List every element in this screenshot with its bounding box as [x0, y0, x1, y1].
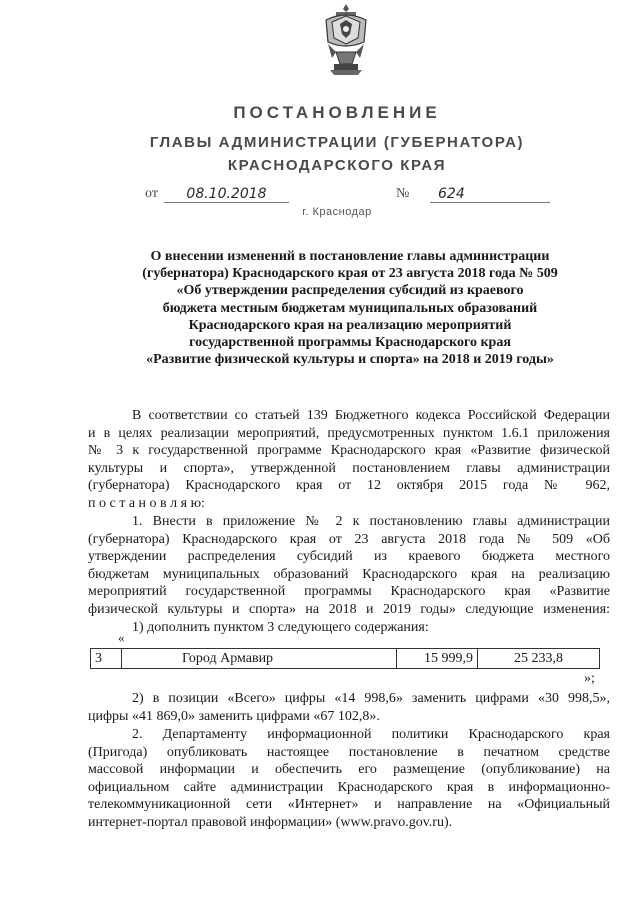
- issuer-heading: ГЛАВЫ АДМИНИСТРАЦИИ (ГУБЕРНАТОРА): [149, 134, 525, 151]
- text-line: № 3 к государственной программе Краснодарского края «Развитие физической: [88, 443, 610, 459]
- city: г. Краснодар: [302, 206, 372, 218]
- text-line: массовой информации и обеспечить его размещение (опубликование) на: [88, 762, 610, 778]
- text-line: 2) в позиции «Всего» цифры «14 998,6» заменить цифрами «30 998,5»,: [132, 691, 610, 706]
- title-line: «Развитие физической культуры и спорта» на 2018 и 2019 годы»: [146, 352, 554, 368]
- table-cell: 3: [91, 649, 122, 669]
- table-cell: 15 999,9: [397, 649, 478, 669]
- document-type-heading: ПОСТАНОВЛЕНИЕ: [233, 103, 441, 122]
- coat-of-arms-icon: [322, 2, 370, 76]
- text-line: телекоммуникационной сети «Интернет» и направление на «Официальный: [88, 797, 610, 813]
- preamble-paragraph: [88, 407, 610, 513]
- clause-1-paragraph: [88, 513, 610, 636]
- text-line: 1. Внести в приложение № 2 к постановлению главы администрации: [132, 514, 610, 529]
- title-line: О внесении изменений в постановление главы администрации: [150, 249, 550, 264]
- text-line: (губернатора) Краснодарского края от 12 октября 2015 года № 962,: [88, 478, 610, 494]
- number-label: №: [396, 186, 410, 201]
- open-quote: «: [118, 630, 125, 645]
- text-line: (губернатора) Краснодарского края от 23 августа 2018 года № 509 «Об: [88, 531, 610, 547]
- text-line: мероприятий государственной программы Краснодарского края «Развитие: [88, 584, 610, 600]
- text-line: 1) дополнить пунктом 3 следующего содержания:: [132, 619, 429, 635]
- region-heading: КРАСНОДАРСКОГО КРАЯ: [227, 157, 447, 174]
- text-line: официальном сайте администрации Краснодарского края в информационно-: [88, 779, 610, 795]
- text-line: 2. Департаменту информационной политики Краснодарского края: [132, 727, 610, 742]
- text-line: п о с т а н о в л я ю:: [88, 495, 205, 511]
- document-title: [110, 248, 590, 368]
- text-line: бюджетам муниципальных образований Краснодарского края на реализацию: [88, 566, 610, 582]
- text-line: интернет-портал правовой информации» (www.pravo.gov.ru).: [88, 814, 453, 830]
- clause-1-2-paragraph: [88, 690, 610, 725]
- title-line: Краснодарского края на реализацию мероприятий: [188, 317, 512, 333]
- text-line: культуры и спорта», утвержденной постановлением главы администрации: [88, 460, 610, 476]
- document-date: 08.10.2018: [164, 186, 289, 203]
- text-line: и в целях реализации мероприятий, предусмотренных пунктом 1.6.1 приложения: [88, 425, 610, 441]
- text-line: (Пригода) опубликовать настоящее постановление в печатном средстве: [88, 744, 610, 760]
- text-line: В соответствии со статьей 139 Бюджетного кодекса Российской Федерации: [132, 408, 610, 423]
- insert-table: [90, 648, 600, 669]
- title-line: (губернатора) Краснодарского края от 23 августа 2018 года № 509: [142, 266, 558, 282]
- clause-2-paragraph: [88, 726, 610, 832]
- text-line: цифры «41 869,0» заменить цифрами «67 102,8».: [88, 708, 380, 724]
- table-cell: Город Армавир: [122, 649, 397, 669]
- text-line: физической культуры и спорта» на 2018 и 2019 годы» следующие изменения:: [88, 601, 610, 617]
- close-quote: »;: [584, 671, 595, 686]
- title-line: «Об утверждении распределения субсидий из краевого: [176, 283, 524, 299]
- table-cell: 25 233,8: [478, 649, 600, 669]
- table-row: [91, 649, 600, 669]
- title-line: государственной программы Краснодарского края: [189, 335, 511, 351]
- title-line: бюджета местным бюджетам муниципальных образований: [162, 300, 538, 316]
- text-line: утверждении распределения субсидий из краевого бюджета местного: [88, 549, 610, 565]
- date-label: от: [145, 186, 158, 201]
- document-number: 624: [430, 186, 550, 203]
